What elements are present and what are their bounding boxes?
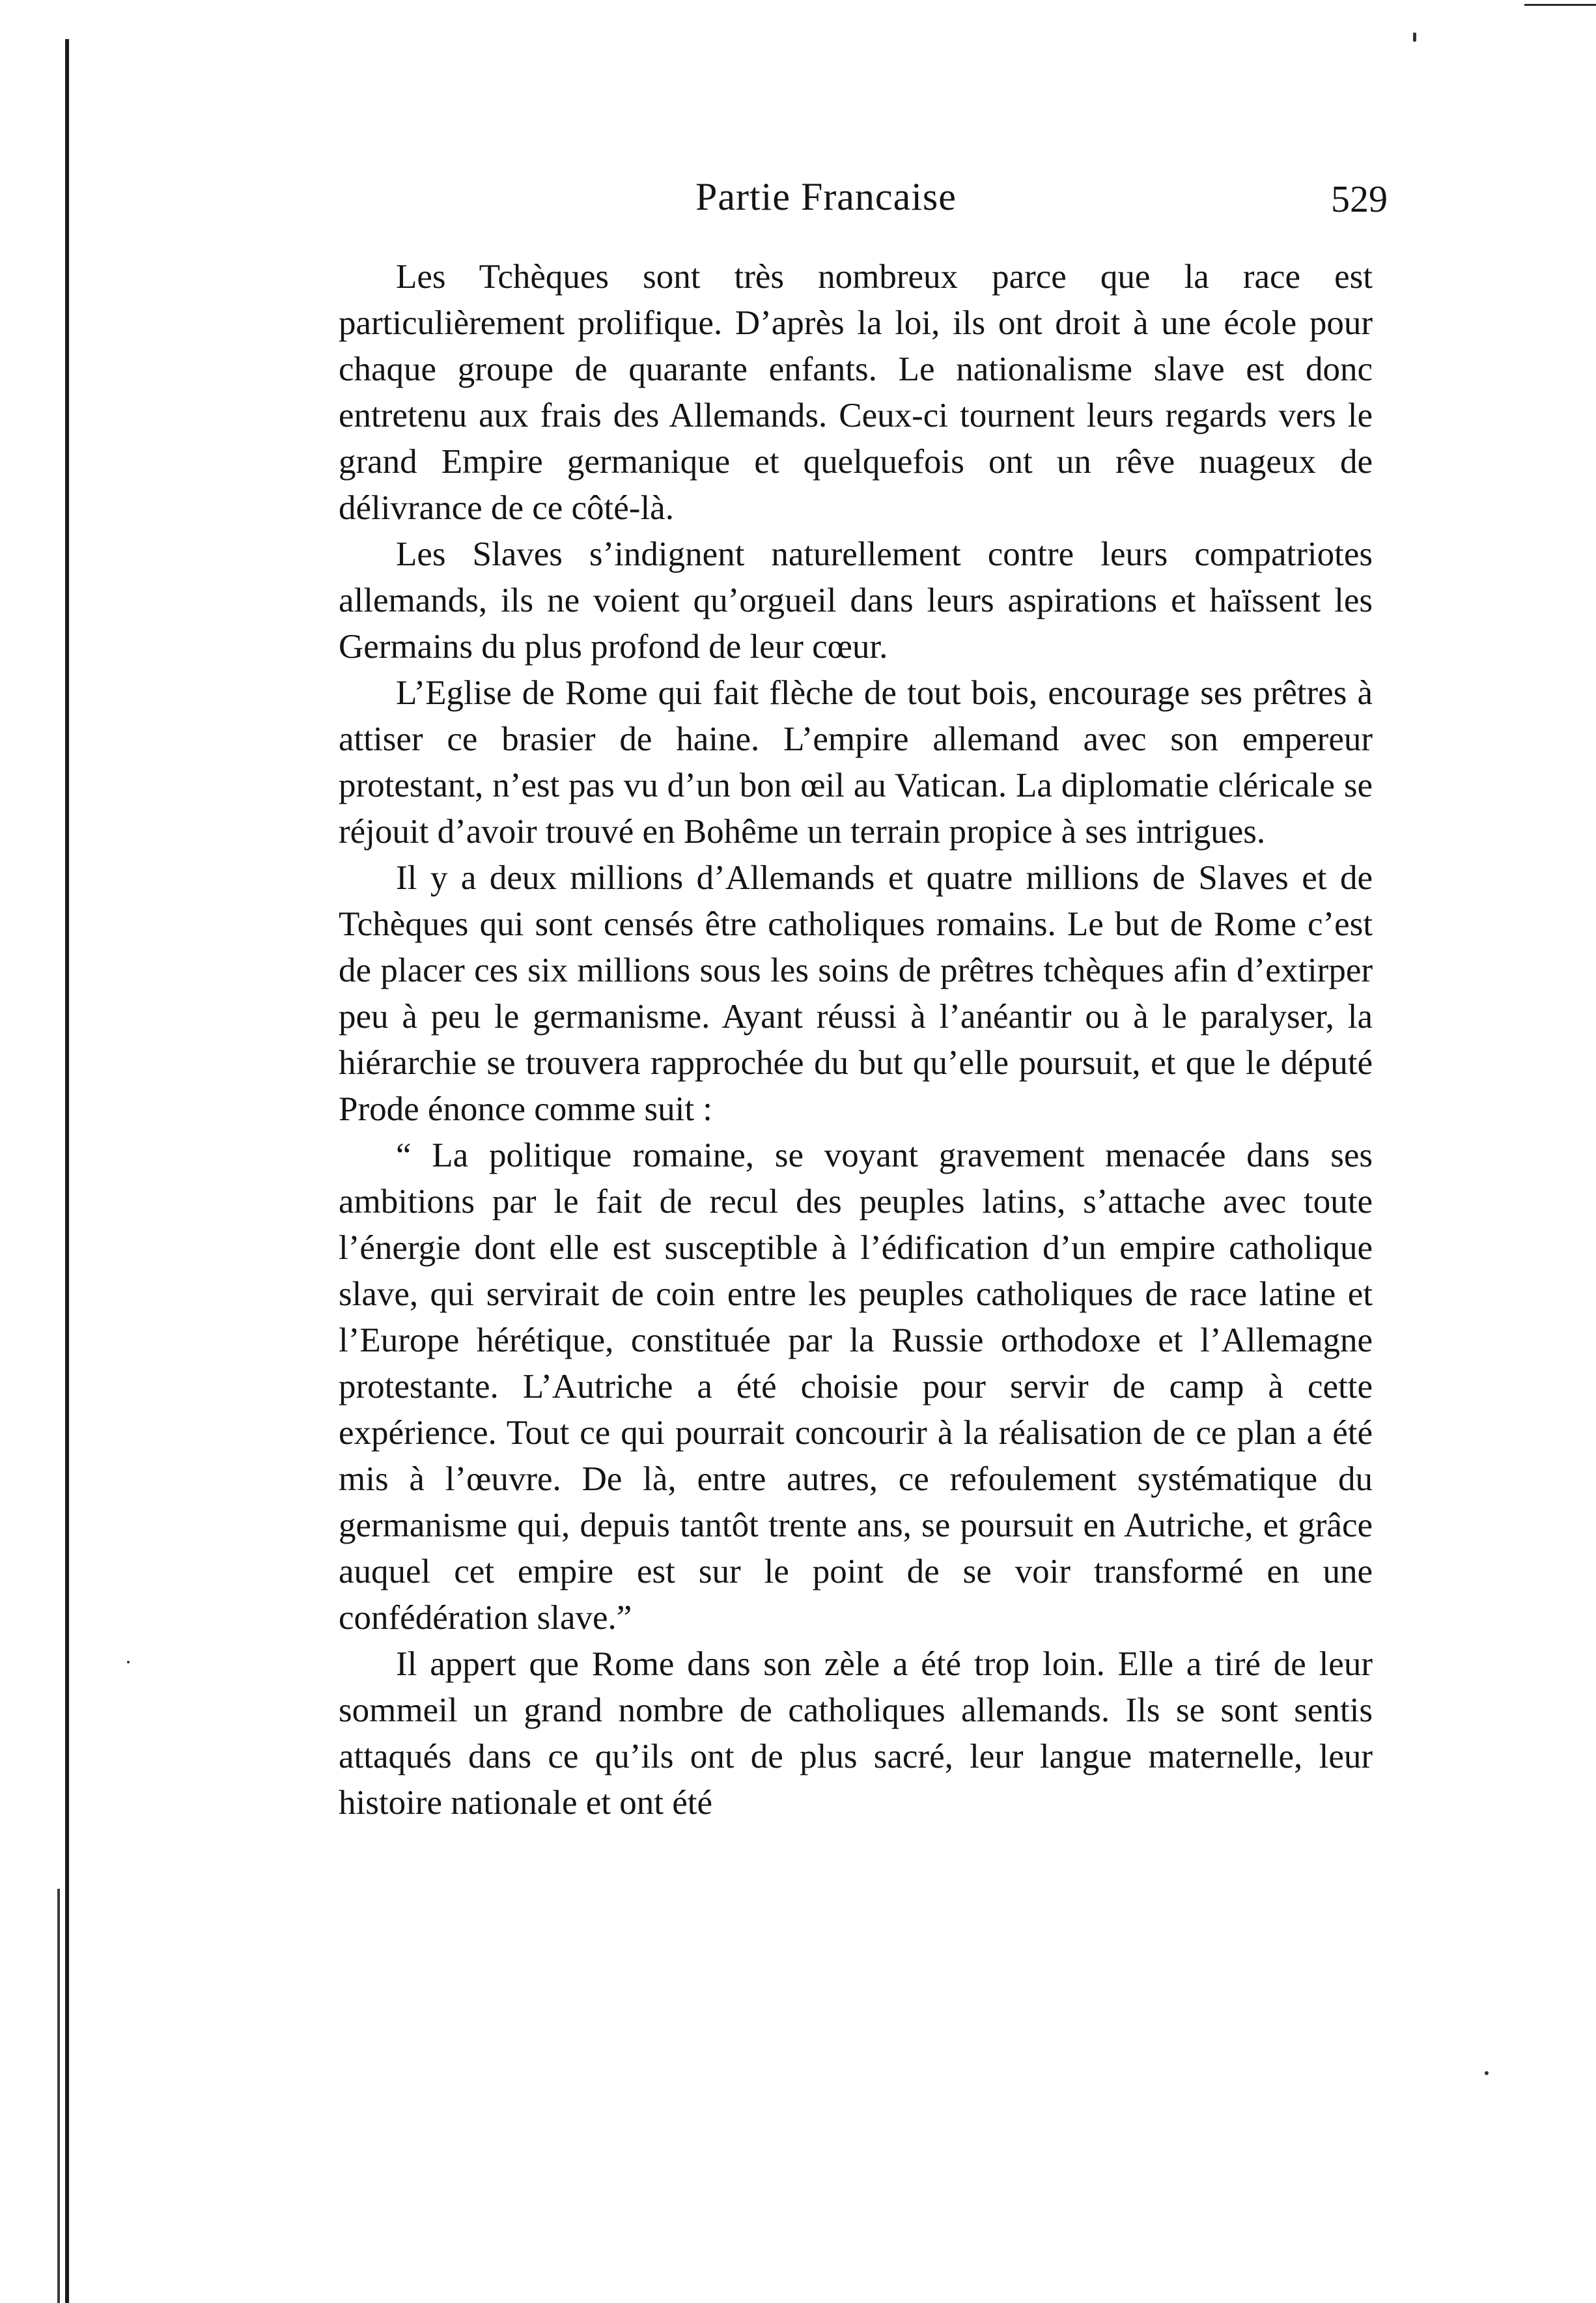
paragraph-6: Il appert que Rome dans son zèle a été trop loin. Elle a tiré de leur sommeil un grand nombre de catholiques allemands. Ils se sont sentis attaqués dans ce qu’ils ont de plus sacré, leur langue maternelle, leur histoire nationale et ont été <box>339 1645 1373 1822</box>
body-text <box>339 254 1373 1826</box>
running-title: Partie Francaise <box>695 175 957 218</box>
page-corner-rule <box>1524 4 1596 6</box>
page-binding-shadow <box>57 1889 60 2303</box>
page-binding-edge <box>65 39 69 2303</box>
page-speck <box>1485 2071 1489 2075</box>
running-header <box>339 175 1388 227</box>
paragraph-4: Il y a deux millions d’Allemands et quatre millions de Slaves et de Tchèques qui sont censés être catholiques romains. Le but de Rome c’est de placer ces six millions sous les soins de prêtres tchèques afin d’extirper peu à peu le germanisme. Ayant réussi à l’anéantir ou à le paralyser, la hiérarchie se trouvera rapprochée du but qu’elle poursuit, et que le député Prode énonce comme suit : <box>339 859 1373 1128</box>
paragraph-1: Les Tchèques sont très nombreux parce que la race est particulièrement prolifique. D’après la loi, ils ont droit à une école pour chaque groupe de quarante enfants. Le nationalisme slave est donc entretenu aux frais des Allemands. Ceux-ci tournent leurs regards vers le grand Empire germanique et quelquefois ont un rêve nuageux de délivrance de ce côté-là. <box>339 258 1373 527</box>
page-number: 529 <box>1331 178 1388 220</box>
page-corner-mark <box>1413 33 1416 42</box>
paragraph-2: Les Slaves s’indignent naturellement contre leurs compatriotes allemands, ils ne voient qu’orgueil dans leurs aspirations et haïssent les Germains du plus profond de leur cœur. <box>339 535 1373 666</box>
page-speck <box>127 1661 130 1663</box>
quotation-paragraph: “ La politique romaine, se voyant gravement menacée dans ses ambitions par le fait de recul des peuples latins, s’attache avec toute l’énergie dont elle est susceptible à l’édification d’un empire catholique slave, qui servirait de coin entre les peuples catholiques de race latine et l’Europe hérétique, constituée par la Russie orthodoxe et l’Allemagne protestante. L’Autriche a été choisie pour servir de camp à cette expérience. Tout ce qui pourrait concourir à la réalisation de ce plan a été mis à l’œuvre. De là, entre autres, ce refoulement systématique du germanisme qui, depuis tantôt trente ans, se poursuit en Autriche, et grâce auquel cet empire est sur le point de se voir transformé en une confédération slave.” <box>339 1137 1373 1637</box>
paragraph-3: L’Eglise de Rome qui fait flèche de tout bois, encourage ses prêtres à attiser ce brasier de haine. L’empire allemand avec son empereur protestant, n’est pas vu d’un bon œil au Vatican. La diplomatie cléricale se réjouit d’avoir trouvé en Bohême un terrain propice à ses intrigues. <box>339 674 1373 851</box>
